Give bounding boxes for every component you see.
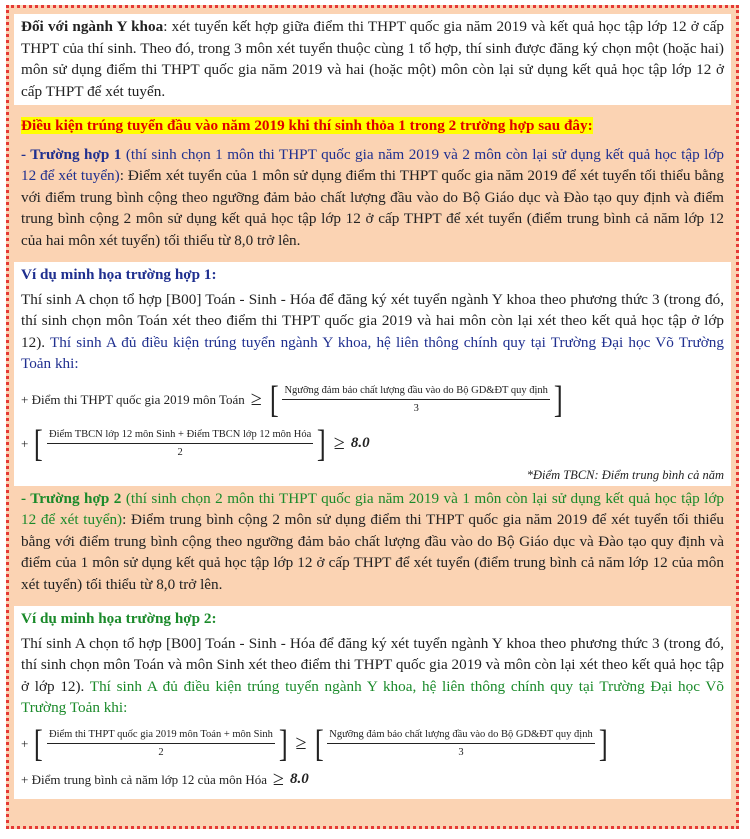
example1-text: Thí sinh A chọn tổ hợp [B00] Toán - Sinh - Hóa để đăng ký xét tuyển ngành Y khoa theo phương thức 3 (trong đó, thí sinh chọn môn Toán xét theo điểm thi THPT quốc gia 2019 và hai môn còn lại xét theo kết quả học tập ở lớp 12). <box>21 290 724 351</box>
example1-footnote: *Điểm TBCN: Điểm trung bình cả năm <box>526 467 724 482</box>
case2-label: - Trường hợp 2 <box>21 489 122 507</box>
example1-formula1 <box>21 378 724 421</box>
example1-f2-fraction <box>45 428 315 459</box>
case2-text: : Điểm trung bình cộng 2 môn sử dụng điểm thi THPT quốc gia năm 2019 để xét tuyển tối thiểu bằng với điểm trung bình cộng theo ngưỡng đảm bảo chất lượng đầu vào do Bộ Giáo dục và Đào tạo quy định và điểm của 1 môn sử dụng kết quả học tập lớp 12 ở cấp THPT để xét tuyển (điểm trung bình cả năm lớp 12 của môn xét tuyển) tối thiểu từ 8,0 trở lên. <box>21 511 724 593</box>
example2-f1-geq: ≥ <box>295 731 307 754</box>
case1-paragraph <box>14 144 731 255</box>
example2-heading: Ví dụ minh họa trường hợp 2: <box>21 610 217 627</box>
case2-paragraph <box>14 486 731 599</box>
example1-f2-numerator: Điểm TBCN lớp 12 môn Sinh + Điểm TBCN lớp 12 môn Hóa <box>47 428 313 444</box>
example2-text-block <box>21 633 724 719</box>
example1-f1-geq: ≥ <box>250 387 262 410</box>
example2-box <box>14 606 731 799</box>
example1-box <box>14 262 731 486</box>
example2-formula2 <box>21 769 724 791</box>
example1-heading: Ví dụ minh họa trường hợp 1: <box>21 266 217 283</box>
intro-text: : xét tuyển kết hợp giữa điểm thi THPT quốc gia năm 2019 và kết quả học tập lớp 12 ở cấp THPT của thí sinh. Theo đó, trong 3 môn xét tuyển thuộc cùng 1 tổ hợp, thí sinh được đăng ký chọn một (hoặc hai) môn sử dụng điểm thi THPT quốc gia năm 2019 và hai (hoặc một) môn còn lại sử dụng kết quả học tập lớp 12 ở cấp THPT để xét tuyển. <box>21 18 725 100</box>
case1-paren: (thí sinh chọn 1 môn thi THPT quốc gia năm 2019 và 2 môn còn lại sử dụng kết quả học tập lớp 12 để xét tuyển) <box>21 145 724 184</box>
example2-f1-right-fraction <box>325 728 596 759</box>
example1-f2-geq: ≥ <box>333 431 345 454</box>
example1-f2-denominator: 2 <box>177 447 183 458</box>
intro-paragraph <box>14 14 731 105</box>
example2-f1-fraction <box>45 728 277 759</box>
example1-f1-bracket: [ $\frac{\text{Ngưỡng đảm bảo chất lượng đầu vào do Bộ GD\&ĐT quy định}}{3}$ ] <box>269 378 563 421</box>
example1-f1-left: + Điểm thi THPT quốc gia 2019 môn Toán <box>21 391 245 407</box>
example1-formula2 <box>21 422 724 465</box>
example2-f1-right-bracket: [ $\frac{\text{Ngưỡng đảm bảo chất lượng đầu vào do Bộ GD\&ĐT quy định}}{3}$ ] <box>314 722 608 765</box>
content-frame <box>6 5 739 829</box>
example1-f2-bracket: [ $\frac{\text{Điểm TBCN lớp 12 môn Sinh + Điểm TBCN lớp 12 môn Hóa}}{2}$ ] <box>34 422 326 465</box>
case2-paren: (thí sinh chọn 2 môn thi THPT quốc gia năm 2019 và 1 môn còn lại sử dụng kết quả học tập lớp 12 để xét tuyển) <box>21 489 724 528</box>
example2-conclusion: Thí sinh A đủ điều kiện trúng tuyển ngành Y khoa, hệ liên thông chính quy tại Trường Đại học Võ Trường Toản khi: <box>21 677 724 716</box>
example1-conclusion: Thí sinh A đủ điều kiện trúng tuyển ngành Y khoa, hệ liên thông chính quy tại Trường Đại học Võ Trường Toản khi: <box>21 333 724 372</box>
example1-f2-value: 8.0 <box>350 434 370 451</box>
example2-f2-left: + Điểm trung bình cả năm lớp 12 của môn Hóa <box>21 771 267 787</box>
case1-text: : Điểm xét tuyển của 1 môn sử dụng điểm thi THPT quốc gia năm 2019 để xét tuyển tối thiểu bằng với điểm trung bình cộng theo ngưỡng đảm bảo chất lượng đầu vào do Bộ Giáo dục và Đào tạo quy định và điểm trung bình cộng 2 môn sử dụng kết quả học tập lớp 12 ở cấp THPT để xét tuyển (điểm trung bình cả năm lớp 12 của hai môn xét tuyển) tối thiểu từ 8,0 trở lên. <box>21 167 724 249</box>
condition-heading-box <box>14 113 731 140</box>
intro-label: Đối với ngành Y khoa <box>21 18 164 35</box>
example2-formula1 <box>21 722 724 765</box>
example2-f1-plus: + <box>21 735 29 751</box>
example1-f1-numerator: Ngưỡng đảm bảo chất lượng đầu vào do Bộ GD&ĐT quy định <box>282 384 549 400</box>
case1-label: - Trường hợp 1 <box>21 145 122 163</box>
example1-text-block <box>21 289 724 375</box>
example2-text: Thí sinh A chọn tổ hợp [B00] Toán - Sinh - Hóa để đăng ký xét tuyển ngành Y khoa theo phương thức 3 (trong đó, thí sinh chọn môn Toán và môn Sinh xét theo điểm thi THPT quốc gia 2019 và môn còn lại xét theo kết quả học tập ở lớp 12). <box>21 634 724 695</box>
example1-f1-denominator: 3 <box>413 403 419 414</box>
example2-f1-numerator: Điểm thi THPT quốc gia 2019 môn Toán + môn Sinh <box>47 728 275 744</box>
example2-f1-right-numerator: Ngưỡng đảm bảo chất lượng đầu vào do Bộ GD&ĐT quy định <box>327 728 594 744</box>
example2-f2-value: 8.0 <box>289 770 309 787</box>
example1-f2-plus: + <box>21 435 29 451</box>
example1-f1-fraction <box>280 384 551 415</box>
condition-heading: Điều kiện trúng tuyển đầu vào năm 2019 khi thí sinh thỏa 1 trong 2 trường hợp sau đây: <box>21 117 593 134</box>
example2-f1-denominator: 2 <box>158 747 164 758</box>
example2-f1-left-bracket: [ $\frac{\text{Điểm thi THPT quốc gia 2019 môn Toán + môn Sinh}}{2}$ ] <box>34 722 288 765</box>
example2-f2-geq: ≥ <box>272 767 284 790</box>
example2-f1-right-denominator: 3 <box>458 747 464 758</box>
